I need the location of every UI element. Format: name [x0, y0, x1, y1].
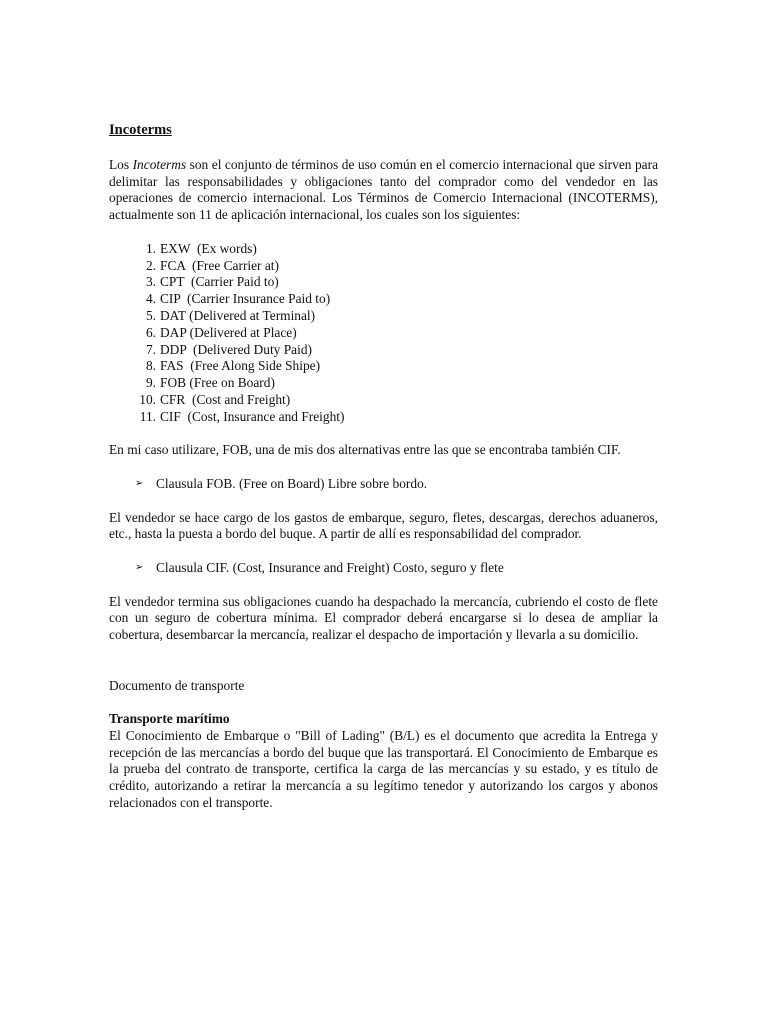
list-item	[128, 308, 658, 325]
list-item	[128, 358, 658, 375]
list-item-number: 10.	[139, 391, 156, 407]
list-item-text: DAT (Delivered at Terminal)	[160, 307, 316, 323]
list-item-number: 9.	[145, 375, 156, 391]
fob-paragraph: El vendedor se hace cargo de los gastos de embarque, seguro, fletes, descargas, derechos aduaneros, etc., hasta la puesta a bordo del buque. A partir de allí es responsabilidad del comprador.	[109, 509, 658, 542]
list-item-number: 6.	[145, 324, 156, 340]
list-item-text: CFR (Cost and Freight)	[160, 391, 291, 407]
spacer	[109, 493, 658, 510]
choice-paragraph: En mi caso utilizare, FOB, una de mis dos alternativas entre las que se encontraba también CIF.	[109, 442, 621, 458]
bullet-cif	[109, 560, 658, 577]
spacer	[109, 426, 658, 443]
spacer	[109, 644, 658, 678]
intro-italic-term: Incoterms	[132, 156, 187, 172]
list-item-number: 4.	[145, 291, 156, 307]
arrow-bullet-icon: ➢	[135, 477, 144, 489]
list-item	[128, 409, 658, 426]
maritime-heading: Transporte marítimo	[109, 711, 230, 727]
list-item-number: 3.	[145, 274, 156, 290]
spacer	[109, 577, 658, 594]
list-item-text: CIP (Carrier Insurance Paid to)	[160, 291, 331, 307]
list-item-text: DAP (Delivered at Place)	[160, 324, 297, 340]
spacer	[109, 543, 658, 560]
intro-lead: Los	[109, 156, 133, 172]
arrow-bullet-icon: ➢	[135, 561, 144, 573]
list-item-text: CPT (Carrier Paid to)	[160, 274, 279, 290]
spacer	[109, 224, 658, 241]
list-item-text: EXW (Ex words)	[160, 240, 257, 256]
list-item	[128, 325, 658, 342]
spacer	[109, 694, 658, 711]
bullet-fob	[109, 476, 658, 493]
bullet-fob-text: Clausula FOB. (Free on Board) Libre sobre bordo.	[156, 475, 428, 491]
intro-body: son el conjunto de términos de uso común en el comercio internacional que sirven para delimitar las responsabilidades y obligaciones tanto del comprador como del vendedor en las operaciones de comercio internacional. Los Términos de Comercio Internacional (INCOTERMS), actualmente son 11 de aplicación internacional, los cuales son los siguientes:	[109, 156, 659, 223]
incoterms-list	[109, 241, 658, 426]
list-item-number: 7.	[145, 341, 156, 357]
list-item	[128, 375, 658, 392]
transport-heading: Documento de transporte	[109, 677, 245, 693]
list-item-number: 8.	[145, 358, 156, 374]
list-item	[128, 274, 658, 291]
document-page	[109, 122, 658, 812]
list-item-text: FCA (Free Carrier at)	[160, 257, 279, 273]
list-item-text: DDP (Delivered Duty Paid)	[160, 341, 312, 357]
list-item	[128, 241, 658, 258]
list-item-text: CIF (Cost, Insurance and Freight)	[160, 408, 345, 424]
list-item-text: FAS (Free Along Side Shipe)	[160, 358, 321, 374]
list-item-number: 5.	[145, 307, 156, 323]
list-item	[128, 258, 658, 275]
list-item-text: FOB (Free on Board)	[160, 375, 275, 391]
list-item	[128, 291, 658, 308]
document-title: Incoterms	[109, 122, 172, 138]
spacer	[109, 459, 658, 476]
intro-paragraph	[109, 157, 658, 224]
list-item-number: 11.	[139, 408, 156, 424]
maritime-paragraph: El Conocimiento de Embarque o "Bill of Lading" (B/L) es el documento que acredita la Entrega y recepción de las mercancías a bordo del buque que las transportará. El Conocimiento de Embarque es la prueba del contrato de transporte, certifica la carga de las mercancías y su estado, y es título de crédito, autorizando a retirar la mercancía a su legítimo tenedor y autorizando los cargos y abonos relacionados con el transporte.	[109, 727, 658, 811]
list-item	[128, 392, 658, 409]
bullet-cif-text: Clausula CIF. (Cost, Insurance and Freight) Costo, seguro y flete	[156, 559, 504, 575]
list-item	[128, 342, 658, 359]
list-item-number: 1.	[145, 240, 156, 256]
cif-paragraph: El vendedor termina sus obligaciones cuando ha despachado la mercancía, cubriendo el costo de flete con un seguro de cobertura mínima. El comprador deberá encargarse si lo desea de ampliar la cobertura, desembarcar la mercancía, realizar el despacho de importación y llevarla a su domicilio.	[109, 593, 658, 643]
list-item-number: 2.	[145, 257, 156, 273]
